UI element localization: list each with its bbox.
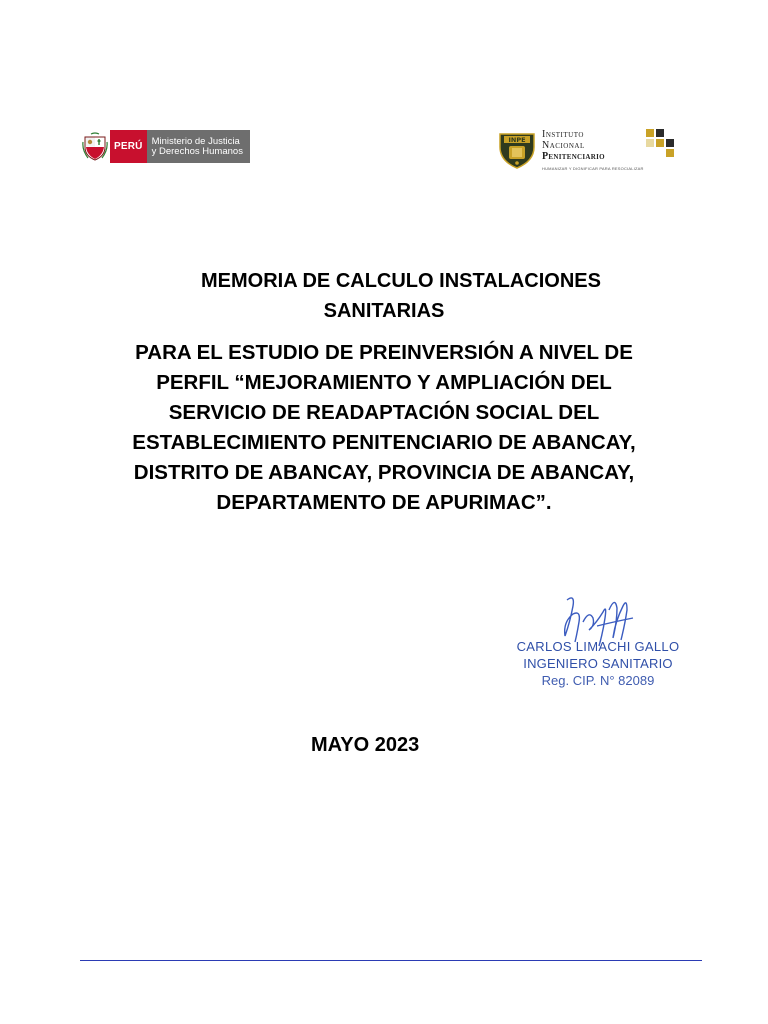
document-subtitle	[60, 338, 708, 518]
title-line-2: SANITARIAS	[323, 300, 445, 322]
footer-divider	[80, 960, 702, 961]
document-date: MAYO 2023	[311, 734, 420, 756]
inpe-badge-icon	[498, 129, 536, 174]
document-title	[60, 266, 708, 326]
inpe-logo	[498, 129, 676, 173]
subtitle-line: PERFIL “MEJORAMIENTO Y AMPLIACIÓN DEL	[156, 371, 612, 394]
engineer-name: CARLOS LIMACHI GALLO	[516, 639, 680, 654]
engineer-profession: INGENIERO SANITARIO	[523, 656, 673, 671]
peru-coat-of-arms-icon	[80, 130, 110, 163]
engineer-stamp	[500, 638, 696, 689]
subtitle-line: ESTABLECIMIENTO PENITENCIARIO DE ABANCAY,	[132, 431, 636, 454]
inpe-tagline: HUMANIZAR Y DIGNIFICAR PARA RESOCIALIZAR	[542, 166, 644, 171]
peru-label: PERÚ	[110, 130, 147, 163]
title-line-1: MEMORIA DE CALCULO INSTALACIONES	[201, 270, 601, 292]
inpe-line-2: Nacional	[542, 140, 585, 151]
inpe-line-1: Instituto	[542, 129, 584, 140]
engineer-registration: Reg. CIP. N° 82089	[541, 673, 655, 688]
ministry-line-1: Ministerio de Justicia	[151, 135, 240, 147]
subtitle-line: DEPARTAMENTO DE APURIMAC”.	[216, 491, 552, 514]
ministerio-justicia-logo	[80, 130, 250, 163]
ministry-line-2: y Derechos Humanos	[151, 145, 243, 157]
inpe-squares-icon	[646, 129, 676, 166]
ministry-name	[147, 130, 250, 163]
inpe-name	[542, 129, 644, 171]
subtitle-line: SERVICIO DE READAPTACIÓN SOCIAL DEL	[168, 401, 600, 424]
subtitle-line: PARA EL ESTUDIO DE PREINVERSIÓN A NIVEL DE	[135, 341, 633, 364]
inpe-badge-text: INPE	[508, 136, 526, 144]
subtitle-line: DISTRITO DE ABANCAY, PROVINCIA DE ABANCAY,	[133, 461, 635, 484]
inpe-line-3: Penitenciario	[542, 151, 605, 162]
